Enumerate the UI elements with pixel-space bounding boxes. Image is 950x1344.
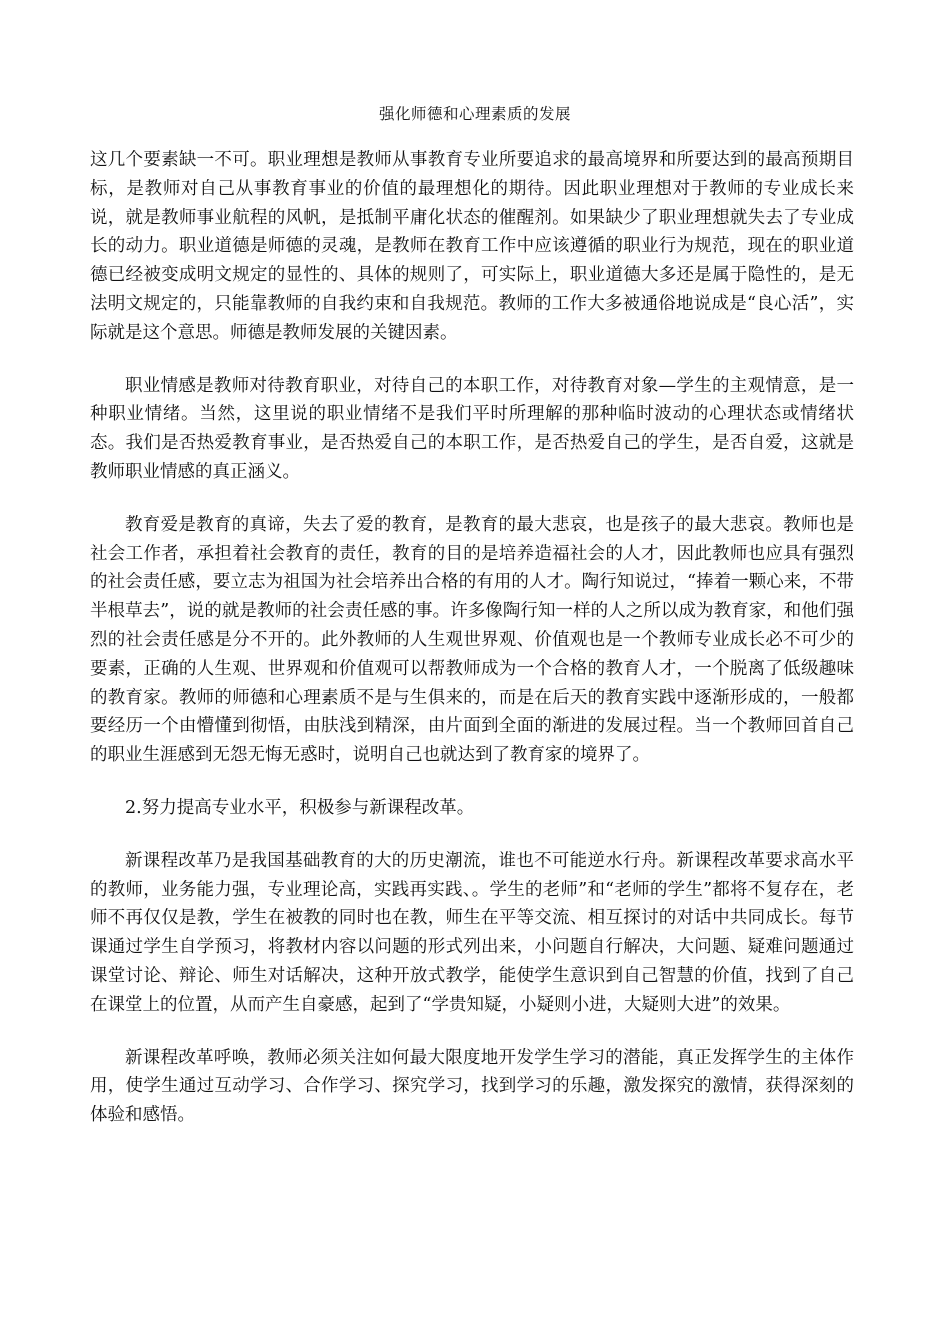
document-title: 强化师德和心理素质的发展 xyxy=(378,105,571,123)
paragraph-5: 新课程改革呼唤，教师必须关注如何最大限度地开发学生学习的潜能，真正发挥学生的主体作用，使学生通过互动学习、合作学习、探究学习，找到学习的乐趣，激发探究的激情，获得深刻的体验和感悟。 xyxy=(90,1047,854,1126)
paragraph-3: 教育爱是教育的真谛，失去了爱的教育，是教育的最大悲哀，也是孩子的最大悲哀。教师也是社会工作者，承担着社会教育的责任，教育的目的是培养造福社会的人才，因此教师也应具有强烈的社会责任感，要立志为祖国为社会培养出合格的有用的人才。陶行知说过，“捧着一颗心来，不带半根草去”，说的就是教师的社会责任感的事。许多像陶行知一样的人之所以成为教育家，和他们强烈的社会责任感是分不开的。此外教师的人生观世界观、价值观也是一个教师专业成长必不可少的要素，正确的人生观、世界观和价值观可以帮教师成为一个合格的教育人才，一个脱离了低级趣味的教育家。教师的师德和心理素质不是与生俱来的，而是在后天的教育实践中逐渐形成的，一般都要经历一个由懵懂到彻悟，由肤浅到精深，由片面到全面的渐进的发展过程。当一个教师回首自己的职业生涯感到无怨无悔无惑时，说明自己也就达到了教育家的境界了。 xyxy=(90,514,854,766)
paragraph-1: 这几个要素缺一不可。职业理想是教师从事教育专业所要追求的最高境界和所要达到的最高预期目标，是教师对自己从事教育事业的价值的最理想化的期待。因此职业理想对于教师的专业成长来说，就是教师事业航程的风帆，是抵制平庸化状态的催醒剂。如果缺少了职业理想就失去了专业成长的动力。职业道德是师德的灵魂，是教师在教育工作中应该遵循的职业行为规范，现在的职业道德已经被变成明文规定的显性的、具体的规则了，可实际上，职业道德大多还是属于隐性的，是无法明文规定的，只能靠教师的自我约束和自我规范。教师的工作大多被通俗地说成是“良心活”，实际就是这个意思。师德是教师发展的关键因素。 xyxy=(90,150,854,343)
paragraph-4: 新课程改革乃是我国基础教育的大的历史潮流，谁也不可能逆水行舟。新课程改革要求高水平的教师，业务能力强，专业理论高，实践再实践、。学生的老师”和“老师的学生”都将不复存在，老师不再仅仅是教，学生在被教的同时也在教，师生在平等交流、相互探讨的对话中共同成长。每节课通过学生自学预习，将教材内容以问题的形式列出来，小问题自行解决，大问题、疑难问题通过课堂讨论、辩论、师生对话解决，这种开放式教学，能使学生意识到自己智慧的价值，找到了自己在课堂上的位置，从而产生自豪感，起到了“学贵知疑，小疑则小进，大疑则大进”的效果。 xyxy=(90,850,854,1015)
paragraph-2: 职业情感是教师对待教育职业，对待自己的本职工作，对待教育对象—学生的主观情意，是一种职业情绪。当然，这里说的职业情绪不是我们平时所理解的那种临时波动的心理状态或情绪状态。我们是否热爱教育事业，是否热爱自己的本职工作，是否热爱自己的学生，是否自爱，这就是教师职业情感的真正涵义。 xyxy=(90,375,854,482)
section-heading-2: 2.努力提高专业水平，积极参与新课程改革。 xyxy=(125,797,475,818)
document-body xyxy=(90,146,854,1154)
